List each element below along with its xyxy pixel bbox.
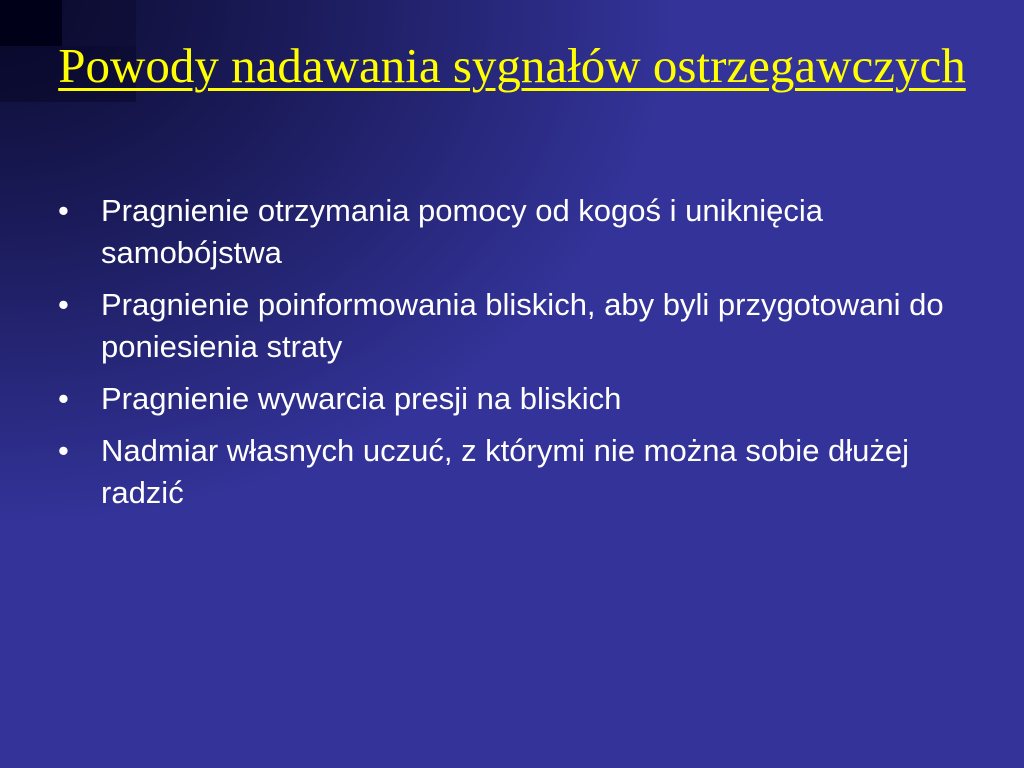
bullet-dot: • xyxy=(58,193,69,228)
slide-title-text: Powody nadawania sygnałów ostrzegawczych xyxy=(58,38,966,93)
bullet-text: Pragnienie wywarcia presji na bliskich xyxy=(101,381,622,416)
bullet-text: Pragnienie otrzymania pomocy od kogoś i uniknięcia samobójstwa xyxy=(101,193,824,270)
slide-title xyxy=(0,36,1024,96)
list-item xyxy=(58,430,978,514)
bullet-dot: • xyxy=(58,287,69,322)
list-item xyxy=(58,190,978,274)
bullet-dot: • xyxy=(58,433,69,468)
bullet-list xyxy=(58,190,978,524)
bullet-text: Pragnienie poinformowania bliskich, aby byli przygotowani do poniesienia straty xyxy=(101,287,944,364)
bullet-text: Nadmiar własnych uczuć, z którymi nie można sobie dłużej radzić xyxy=(101,433,910,510)
bullet-dot: • xyxy=(58,381,69,416)
list-item xyxy=(58,378,978,420)
list-item xyxy=(58,284,978,368)
